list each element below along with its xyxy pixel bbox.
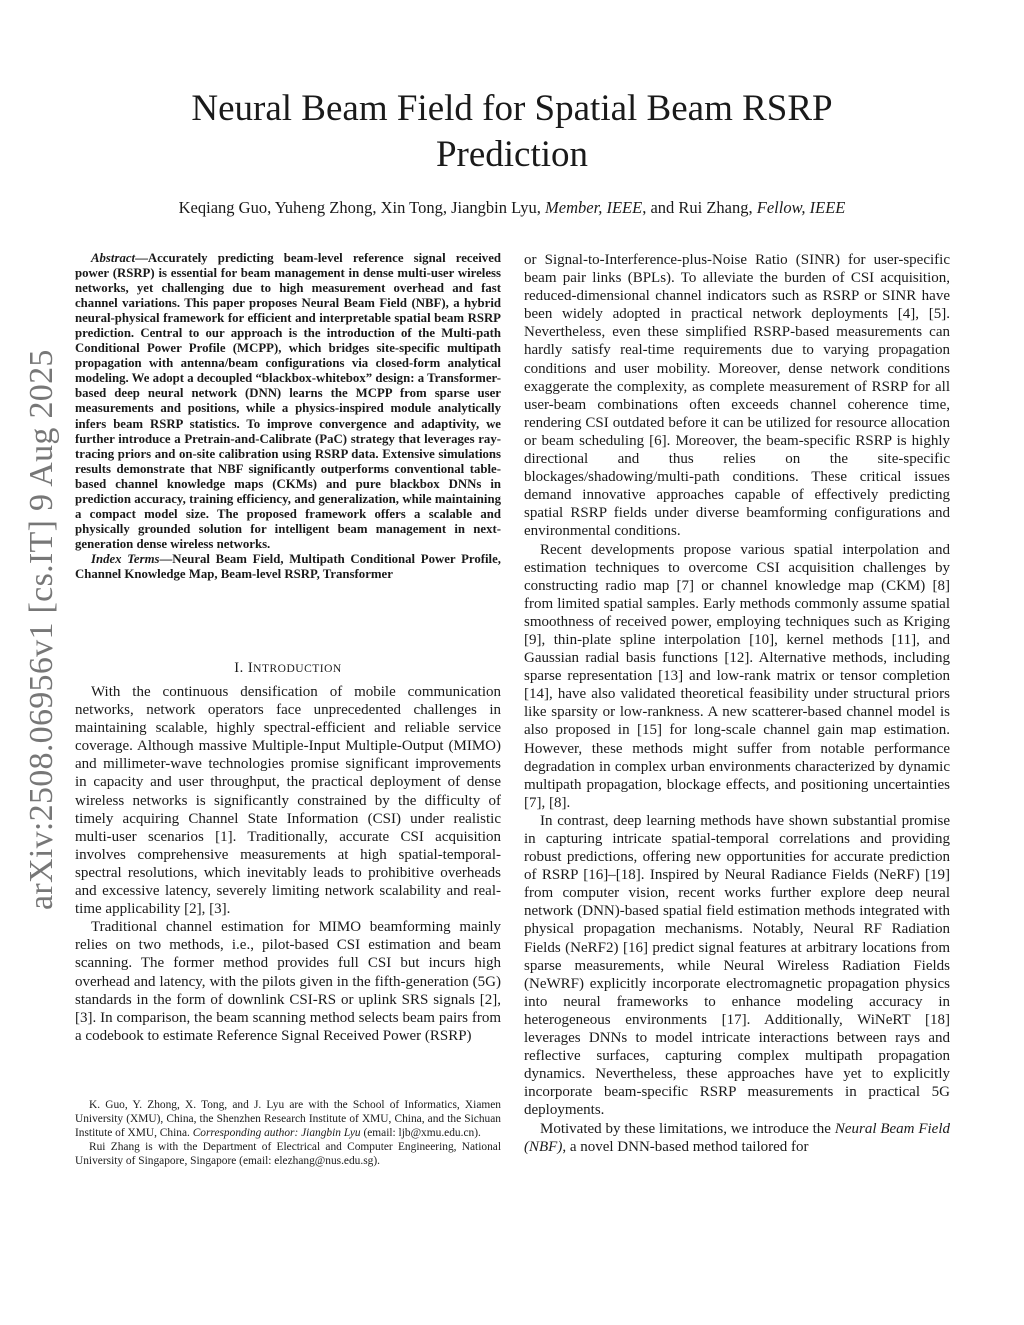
author-membership-2: Fellow, IEEE [756,198,846,217]
index-terms [75,552,501,582]
nbf-term: Neural Beam Field (NBF) [524,1120,950,1155]
authors-plain-2: , and Rui Zhang, [642,198,757,217]
footnote-affiliation-text: K. Guo, Y. Zhong, X. Tong, and J. Lyu are with the School of Informatics, Xiamen University (XMU), China, the Shenzhen Research Institute of XMU, China, and the Sichuan Institute of XMU, China. [75,1099,501,1140]
intro-paragraph-1: With the continuous densification of mobile communication networks, network operators face unprecedented challenges in maintaining scalable, highly spectral-efficient and reliable service coverage. Although massive Multiple-Input Multiple-Output (MIMO) and millimeter-wave technologies promise significant improvements in capacity and user throughput, the practical deployment of dense wireless networks is significantly constrained by the difficulty of timely acquiring Channel State Information (CSI) under realistic multi-user scenarios [1]. Traditionally, accurate CSI acquisition involves comprehensive measurements at high spatial-temporal-spectral resolutions, which inevitably leads to prohibitive overheads and excessive latency, severely limiting network scalability and real-time applicability [2], [3]. [75,684,501,918]
intro-paragraph-6 [524,1120,950,1156]
index-terms-list: —Neural Beam Field, Multipath Conditional Power Profile, Channel Knowledge Map, Beam-level RSRP, Transformer [75,551,501,581]
intro-right-column [524,251,950,1156]
author-list [0,198,1024,218]
footnote-affiliation-1 [75,1098,501,1140]
section-heading [75,660,501,677]
section-name: NTRODUCTION [253,663,342,675]
paper-title [0,86,1024,178]
intro-paragraph-4: Recent developments propose various spatial interpolation and estimation techniques to overcome CSI acquisition challenges by constructing radio map [7] or channel knowledge map (CKM) [8] from limited spatial samples. Early methods commonly assume spatial smoothness of received power, employing techniques such as Kriging [9], thin-plate spline interpolation [10], kernel methods [11], and Gaussian radial basis functions [12]. Alternative methods, including sparse representation [13] and low-rank matrix or tensor completion [14], have also validated theoretical feasibility under structural priors like sparsity or low-rankness. A new scatterer-based channel model is also proposed in [15] for long-scale channel gain map estimation. However, these methods might suffer from notable performance degradation in complex urban environments characterized by dynamic multipath propagation, blockage effects, and positioning uncertainties [7], [8]. [524,541,950,811]
intro-paragraph-3: or Signal-to-Interference-plus-Noise Ratio (SINR) for user-specific beam pair links (BPLs). To alleviate the burden of CSI acquisition, reduced-dimensional channel indicators such as RSRP or SINR have been widely adopted in practical network deployments [4], [5]. Nevertheless, even these simplified RSRP-based measurements can hardly satisfy real-time requirements due to varying propagation conditions and user mobility. Moreover, dense network conditions exaggerate the complexity, as complete measurement of RSRP for all user-beam combinations often exceeds channel coherence time, rendering CSI outdated before it can be utilized for resource allocation or beam scheduling [6]. Moreover, the beam-specific RSRP is highly directional and thus relies on the site-specific blockages/shadowing/multi-path conditions. These critical issues demand innovative approaches capable of effectively predicting spatial RSRP fields under diverse beamforming configurations and environmental conditions. [524,252,950,540]
footnote-email: (email: ljb@xmu.edu.cn). [360,1127,481,1140]
nbf-intro-tail: , a novel DNN-based method tailored for [562,1138,809,1155]
intro-paragraph-5: In contrast, deep learning methods have shown substantial promise in capturing intricate spatial-temporal correlations and providing robust predictions, offering new opportunities for accurate prediction of RSRP [16]–[18]. Inspired by Neural Radiance Fields (NeRF) [19] from computer vision, recent works further explore deep neural network (DNN)-based spatial field estimation methods integrated with physical propagation mechanisms. Notably, Neural RF Radiation Fields (NeRF2) [16] predict signal features at arbitrary locations from sparse measurements, while Neural Wireless Radiation Fields (NeWRF) explicitly incorporate electromagnetic propagation physics into neural frameworks to enhance modeling accuracy in heterogeneous environments [17]. Additionally, WiNeRT [18] leverages DNNs to model intricate interactions between rays and reflective surfaces, capturing complex multipath propagation dynamics. Nevertheless, these approaches have yet to explicitly incorporate beam-specific RSRP measurements in practical 5G deployments. [524,812,950,1119]
nbf-intro-text: Motivated by these limitations, we introduce the [540,1120,835,1137]
authors-plain-1: Keqiang Guo, Yuheng Zhong, Xin Tong, Jiangbin Lyu, [178,198,546,217]
abstract-paragraph [75,251,501,552]
abstract-body: —Accurately predicting beam-level reference signal received power (RSRP) is essential for beam management in dense multi-user wireless networks, yet challenging due to high measurement overhead and fast channel variations. This paper proposes Neural Beam Field (NBF), a hybrid neural-physical framework for efficient and interpretable spatial beam RSRP prediction. Central to our approach is the introduction of the Multi-path Conditional Power Profile (MCPP), which bridges site-specific multipath propagation with antenna/beam configurations via closed-form analytical modeling. We adopt a decoupled “blackbox-whitebox” design: a Transformer-based deep neural network (DNN) learns the MCPP from sparse user measurements and positions, while a physics-inspired module analytically infers beam RSRP statistics. To improve convergence and adaptivity, we further introduce a Pretrain-and-Calibrate (PaC) strategy that leverages ray-tracing priors and on-site calibration using RSRP data. Extensive simulations results demonstrate that NBF significantly outperforms conventional table-based channel knowledge maps (CKMs) and pure blackbox DNNs in prediction accuracy, training efficiency, and generalization, while maintaining a compact model size. The proposed framework offers a scalable and physically grounded solution for intelligent beam management in next-generation dense wireless networks. [75,251,501,551]
intro-paragraph-2: Traditional channel estimation for MIMO beamforming mainly relies on two methods, i.e., pilot-based CSI estimation and beam scanning. The former method provides full CSI but incurs high overhead and latency, with the pilots given in the fifth-generation (5G) standards in the form of downlink CSI-RS or uplink SRS signals [2], [3]. In comparison, the beam scanning method selects beam pairs from a codebook to estimate Reference Signal Received Power (RSRP) [75,919,501,1044]
intro-left-column [75,683,501,1045]
footnote-affiliation-2: Rui Zhang is with the Department of Electrical and Computer Engineering, National University of Singapore, Singapore (email: elezhang@nus.edu.sg). [75,1141,501,1168]
abstract [75,251,501,582]
title-line-1: Neural Beam Field for Spatial Beam RSRP [191,88,833,129]
arxiv-identifier: arXiv:2508.06956v1 [cs.IT] 9 Aug 2025 [23,349,60,910]
index-terms-lead: Index Terms [91,551,160,566]
corresponding-author: Corresponding author: Jiangbin Lyu [192,1127,361,1140]
section-numeral: I. I [234,660,254,676]
title-line-2: Prediction [435,134,589,175]
abstract-lead: Abstract [91,251,136,265]
author-membership-1: Member, IEEE [545,198,643,217]
footnote [75,1098,501,1168]
